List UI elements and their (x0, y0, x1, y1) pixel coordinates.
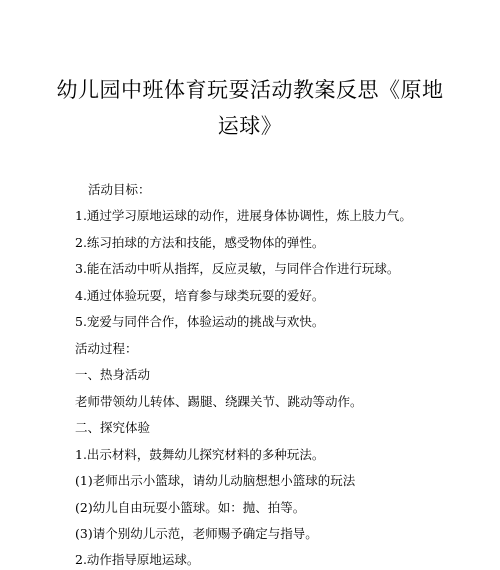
goal-item-5: 5.宠爱与同伴合作，体验运动的挑战与欢快。 (75, 314, 325, 329)
document-title (40, 72, 460, 144)
explore-item-1: 1.出示材料，鼓舞幼儿探究材料的多种玩法。 (75, 447, 325, 462)
goal-item-1: 1.通过学习原地运球的动作，进展身体协调性，炼上肢力气。 (75, 208, 412, 223)
section-heading-process: 活动过程： (75, 341, 138, 356)
title-line-2: 运球》 (217, 114, 283, 138)
explore-subitem-3: (3)请个别幼儿示范，老师赐予确定与指导。 (75, 526, 318, 541)
goal-item-3: 3.能在活动中听从指挥，反应灵敏，与同伴合作进行玩球。 (75, 261, 400, 276)
process-step-warmup: 一、热身活动 (75, 367, 151, 382)
explore-subitem-2: (2)幼儿自由玩耍小篮球。如：抛、拍等。 (75, 500, 306, 515)
explore-item-2: 2.动作指导原地运球。 (75, 552, 200, 567)
paragraph-warmup: 老师带领幼儿转体、踢腿、绕踝关节、跳动等动作。 (75, 394, 363, 409)
goal-item-4: 4.通过体验玩耍，培育参与球类玩耍的爱好。 (75, 288, 325, 303)
goal-item-2: 2.练习拍球的方法和技能，感受物体的弹性。 (75, 235, 325, 250)
title-line-1: 幼儿园中班体育玩耍活动教案反思《原地 (56, 78, 444, 102)
section-heading-goals: 活动目标： (88, 182, 151, 197)
process-step-explore: 二、探究体验 (75, 420, 151, 435)
explore-subitem-1: (1)老师出示小篮球，请幼儿动脑想想小篮球的玩法 (75, 473, 356, 488)
